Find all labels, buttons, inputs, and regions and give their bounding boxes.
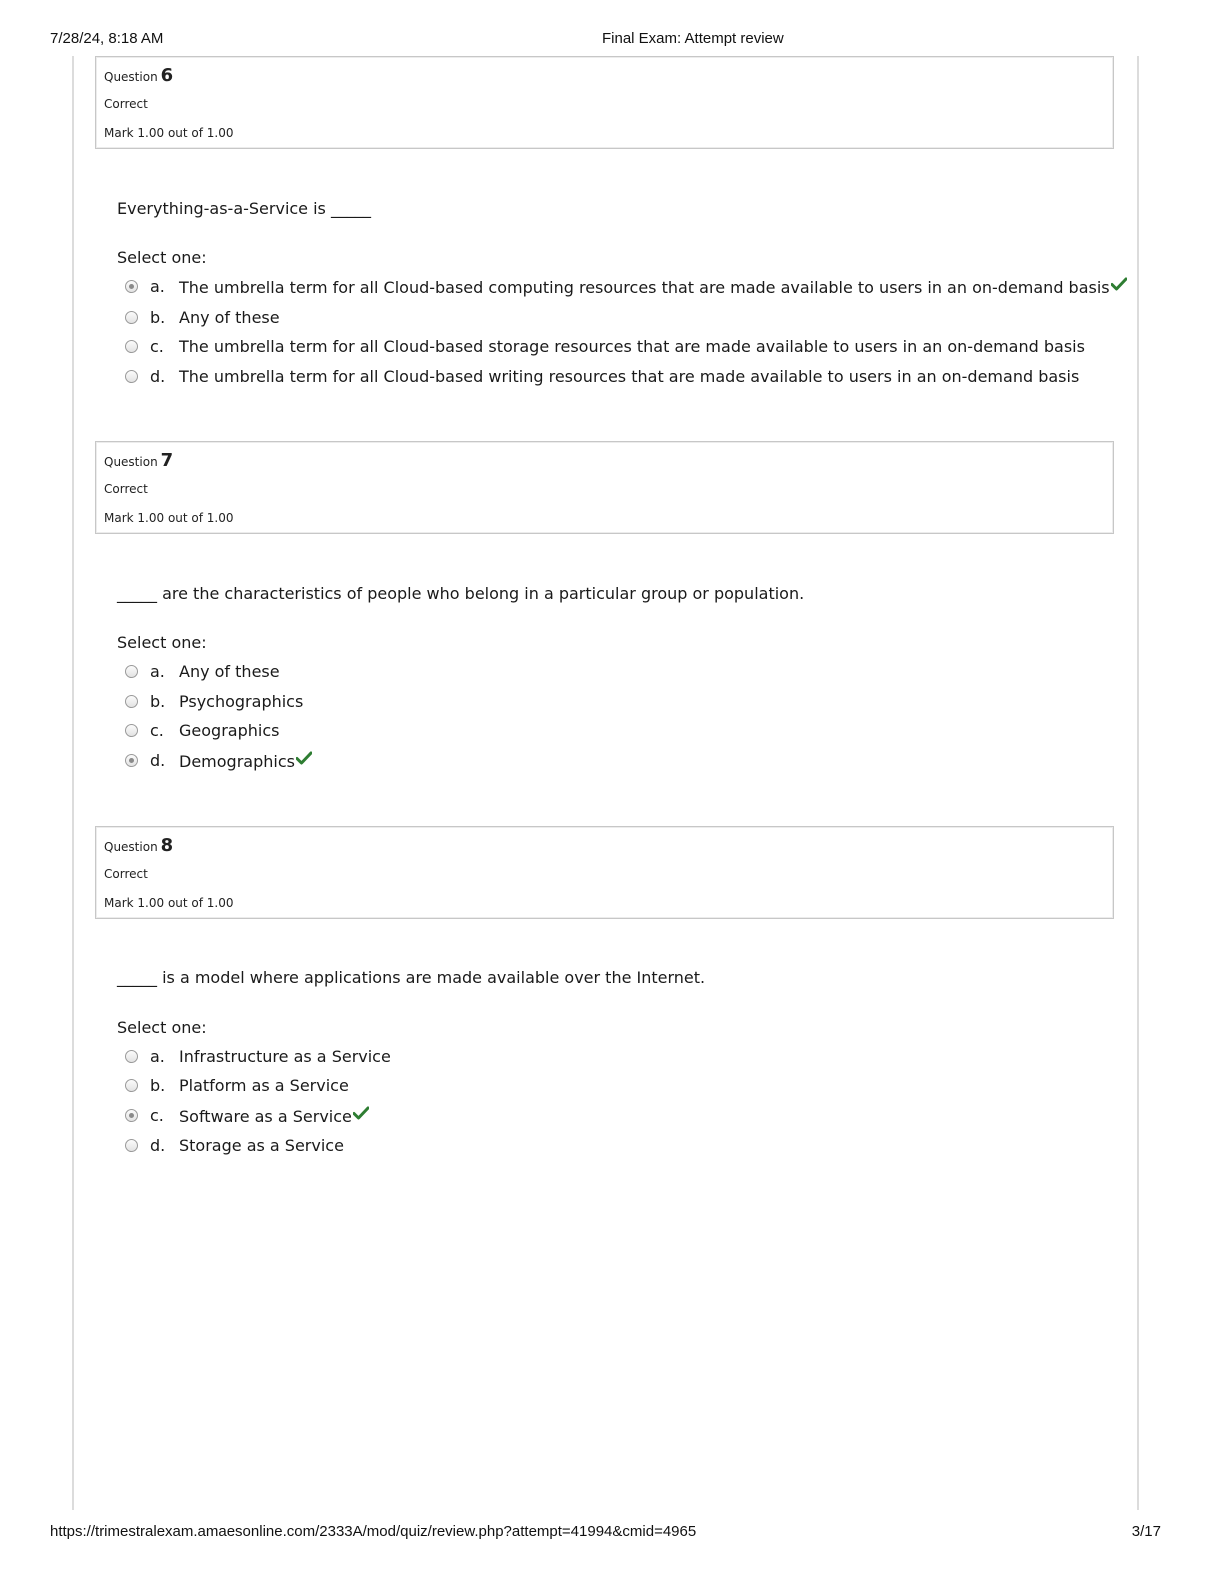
answer-letter: b. <box>150 308 166 327</box>
answer-text: The umbrella term for all Cloud-based computing resources that are made available to users in an on-demand basis <box>179 277 1127 297</box>
question-text-6: Everything-as-a-Service is _____ <box>117 199 371 218</box>
print-footer-url: https://trimestralexam.amaesonline.com/2333A/mod/quiz/review.php?attempt=41994&cmid=4965 <box>50 1523 697 1540</box>
answer-text: Any of these <box>179 308 280 327</box>
answer-text: Any of these <box>179 662 280 681</box>
print-header-datetime: 7/28/24, 8:18 AM <box>50 30 164 47</box>
radio-button[interactable] <box>125 695 138 708</box>
answer-option-6d[interactable] <box>125 367 1080 389</box>
answer-letter: b. <box>150 692 166 711</box>
answer-option-6a[interactable] <box>125 277 1110 299</box>
page-rail-left <box>72 56 74 1510</box>
correct-check-icon <box>296 751 312 765</box>
question-text-8: _____ is a model where applications are made available over the Internet. <box>117 968 706 987</box>
question-state: Correct <box>104 97 148 111</box>
answer-option-8d[interactable] <box>125 1136 1075 1158</box>
radio-button[interactable] <box>125 1050 138 1063</box>
answer-option-7c[interactable] <box>125 721 1075 743</box>
answer-letter: d. <box>150 367 166 386</box>
correct-check-icon <box>1111 277 1127 291</box>
answer-letter: c. <box>150 1106 164 1125</box>
question-info-8 <box>95 826 1114 919</box>
answer-letter: b. <box>150 1076 166 1095</box>
answer-letter: a. <box>150 1047 165 1066</box>
answer-text: Platform as a Service <box>179 1076 349 1095</box>
radio-button-selected[interactable] <box>125 1109 138 1122</box>
question-text-7: _____ are the characteristics of people who belong in a particular group or population. <box>117 584 805 603</box>
question-state: Correct <box>104 482 148 496</box>
radio-button-selected[interactable] <box>125 280 138 293</box>
print-header-title: Final Exam: Attempt review <box>602 30 784 47</box>
page-rail-right <box>1137 56 1139 1510</box>
answer-option-6b[interactable] <box>125 308 1075 330</box>
answer-text: Software as a Service <box>179 1106 369 1126</box>
answer-option-7a[interactable] <box>125 662 1075 684</box>
answer-letter: c. <box>150 721 164 740</box>
answer-option-6c[interactable] <box>125 337 1085 359</box>
answer-text: Geographics <box>179 721 280 740</box>
radio-button[interactable] <box>125 1139 138 1152</box>
question-number: Question 6 <box>104 65 174 86</box>
answer-letter: a. <box>150 277 165 296</box>
answer-option-8a[interactable] <box>125 1047 1075 1069</box>
select-one-label: Select one: <box>117 1018 207 1037</box>
answer-text: Infrastructure as a Service <box>179 1047 391 1066</box>
radio-button[interactable] <box>125 665 138 678</box>
answer-letter: a. <box>150 662 165 681</box>
select-one-label: Select one: <box>117 633 207 652</box>
question-info-7 <box>95 441 1114 534</box>
answer-text: The umbrella term for all Cloud-based storage resources that are made available to users in an on-demand basis <box>179 337 1085 356</box>
answer-letter: d. <box>150 751 166 770</box>
question-number: Question 8 <box>104 835 174 856</box>
radio-button[interactable] <box>125 340 138 353</box>
answer-text: Storage as a Service <box>179 1136 344 1155</box>
answer-option-8b[interactable] <box>125 1076 1075 1098</box>
question-number: Question 7 <box>104 450 174 471</box>
question-grade: Mark 1.00 out of 1.00 <box>104 126 234 140</box>
question-state: Correct <box>104 867 148 881</box>
question-grade: Mark 1.00 out of 1.00 <box>104 896 234 910</box>
radio-button[interactable] <box>125 370 138 383</box>
select-one-label: Select one: <box>117 248 207 267</box>
answer-letter: c. <box>150 337 164 356</box>
answer-option-7d[interactable] <box>125 751 1075 773</box>
answer-text: The umbrella term for all Cloud-based writing resources that are made available to users in an on-demand basis <box>179 367 1080 386</box>
radio-button[interactable] <box>125 1079 138 1092</box>
radio-button-selected[interactable] <box>125 754 138 767</box>
radio-button[interactable] <box>125 724 138 737</box>
question-info-6 <box>95 56 1114 149</box>
answer-text: Demographics <box>179 751 312 771</box>
radio-button[interactable] <box>125 311 138 324</box>
answer-text: Psychographics <box>179 692 304 711</box>
answer-option-8c[interactable] <box>125 1106 1075 1128</box>
answer-letter: d. <box>150 1136 166 1155</box>
correct-check-icon <box>353 1106 369 1120</box>
print-footer-page-number: 3/17 <box>1131 1523 1161 1540</box>
answer-option-7b[interactable] <box>125 692 1075 714</box>
question-grade: Mark 1.00 out of 1.00 <box>104 511 234 525</box>
